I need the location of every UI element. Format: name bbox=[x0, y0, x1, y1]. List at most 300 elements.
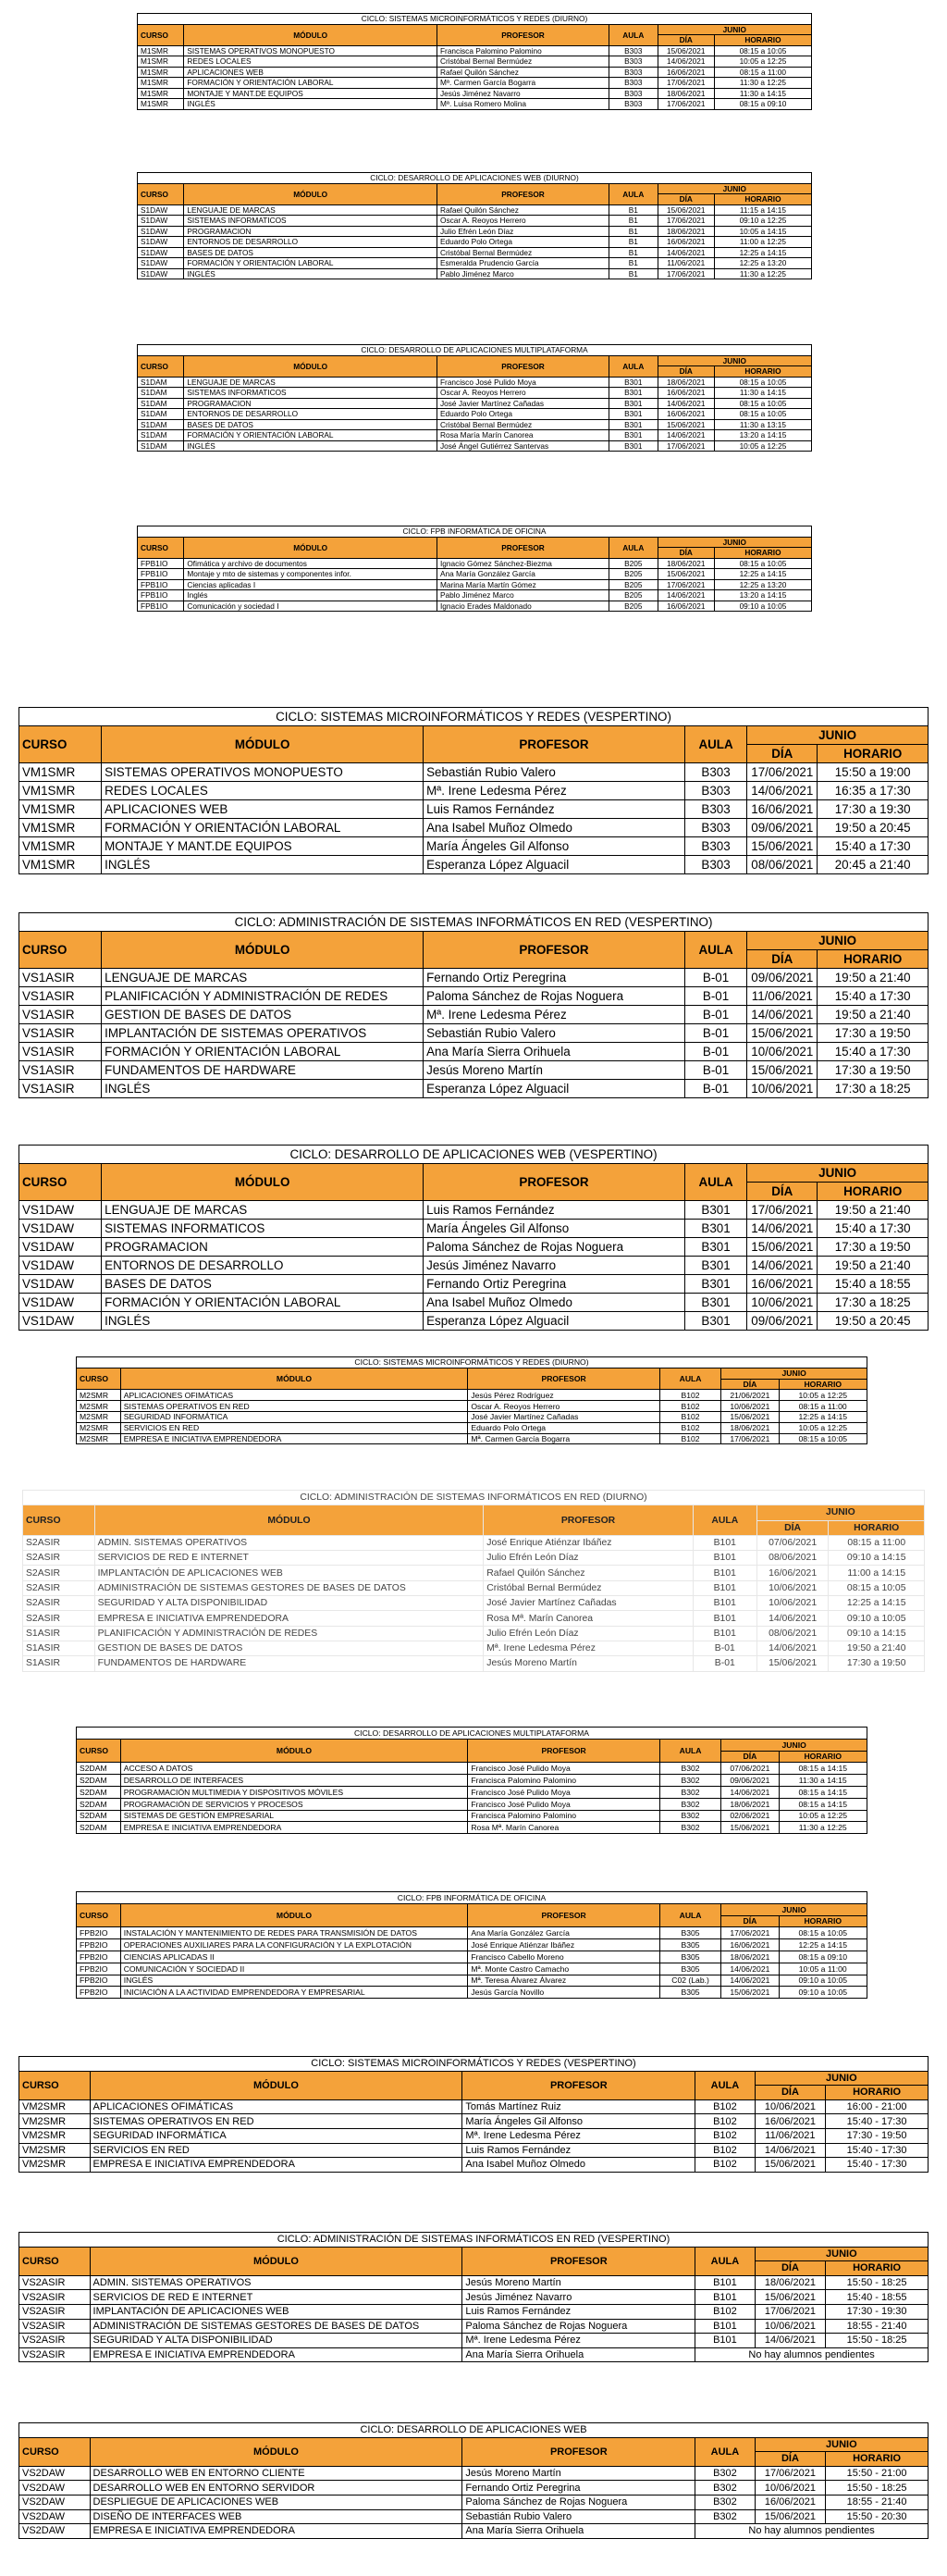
header-row bbox=[19, 2247, 929, 2261]
cell-modulo: Ofimática y archivo de documentos bbox=[184, 558, 437, 569]
cell-aula: B303 bbox=[684, 782, 746, 800]
header-junio: JUNIO bbox=[658, 355, 811, 366]
header-junio: JUNIO bbox=[747, 726, 929, 745]
table-row bbox=[19, 2495, 929, 2509]
cell-curso: M1SMR bbox=[138, 67, 184, 78]
cell-modulo: INGLÉS bbox=[184, 99, 437, 110]
header-row bbox=[19, 2071, 929, 2086]
cell-horario: 11:30 a 14:15 bbox=[779, 1775, 867, 1787]
cell-profesor: Fernando Ortiz Peregrina bbox=[462, 2481, 695, 2496]
header-profesor: PROFESOR bbox=[468, 1368, 660, 1390]
table-row bbox=[138, 398, 812, 409]
header-profesor: PROFESOR bbox=[484, 1505, 693, 1536]
cell-curso: VS2DAW bbox=[19, 2466, 91, 2481]
cell-profesor: Luis Ramos Fernández bbox=[462, 2304, 695, 2319]
cell-horario: 15:40 a 17:30 bbox=[818, 1220, 929, 1238]
schedule-table-2 bbox=[137, 344, 812, 452]
cell-dia: 14/06/2021 bbox=[755, 2143, 826, 2158]
cell-curso: S2ASIR bbox=[23, 1596, 95, 1611]
schedule-grid bbox=[22, 1490, 925, 1672]
header-modulo: MÓDULO bbox=[90, 2437, 462, 2466]
cell-modulo: MONTAJE Y MANT.DE EQUIPOS bbox=[102, 837, 424, 856]
cell-modulo: APLICACIONES WEB bbox=[184, 67, 437, 78]
cell-horario: 11:00 a 12:25 bbox=[714, 237, 811, 248]
cell-profesor: Rosa María Marín Canorea bbox=[437, 430, 609, 441]
cell-profesor: Mª. Irene Ledesma Pérez bbox=[484, 1641, 693, 1655]
cell-curso: M1SMR bbox=[138, 45, 184, 56]
cell-aula: B302 bbox=[695, 2495, 755, 2509]
cell-profesor: Rafael Quilón Sánchez bbox=[437, 67, 609, 78]
cell-aula: B302 bbox=[659, 1763, 720, 1775]
table-row bbox=[19, 819, 929, 837]
cell-modulo: INSTALACIÓN Y MANTENIMIENTO DE REDES PARA TRANSMISIÓN DE DATOS bbox=[120, 1927, 468, 1939]
cell-curso: S2DAM bbox=[77, 1786, 121, 1798]
header-profesor: PROFESOR bbox=[462, 2437, 695, 2466]
cell-profesor: Paloma Sánchez de Rojas Noguera bbox=[462, 2319, 695, 2334]
cell-aula: B101 bbox=[693, 1535, 756, 1550]
cell-profesor: Francisca Palomino Palomino bbox=[468, 1810, 660, 1822]
cell-profesor: Luis Ramos Fernández bbox=[424, 800, 685, 819]
cell-profesor: Rosa Mª. Marín Canorea bbox=[468, 1822, 660, 1834]
cell-aula: B102 bbox=[659, 1411, 720, 1422]
cell-horario: 11:30 a 14:15 bbox=[714, 88, 811, 99]
header-junio: JUNIO bbox=[658, 537, 811, 548]
table-title: CICLO: DESARROLLO DE APLICACIONES WEB (DIURNO) bbox=[138, 173, 812, 184]
cell-horario: 08:15 a 14:15 bbox=[779, 1786, 867, 1798]
cell-horario: 10:05 a 12:25 bbox=[779, 1422, 867, 1433]
cell-aula: B303 bbox=[684, 819, 746, 837]
cell-curso: VM2SMR bbox=[19, 2143, 91, 2158]
header-profesor: PROFESOR bbox=[468, 1739, 660, 1763]
schedule-grid bbox=[18, 2056, 929, 2173]
cell-profesor: María Ángeles Gil Alfonso bbox=[424, 1220, 685, 1238]
header-profesor: PROFESOR bbox=[437, 24, 609, 45]
cell-dia: 21/06/2021 bbox=[721, 1390, 779, 1401]
cell-curso: VM2SMR bbox=[19, 2128, 91, 2143]
table-row bbox=[77, 1786, 867, 1798]
cell-aula: B101 bbox=[693, 1611, 756, 1626]
cell-aula: B305 bbox=[659, 1987, 720, 1999]
table-row bbox=[138, 247, 812, 258]
header-aula: AULA bbox=[659, 1368, 720, 1390]
cell-curso: VS2DAW bbox=[19, 2481, 91, 2496]
cell-profesor: José Ángel Gutiérrez Santervas bbox=[437, 440, 609, 452]
cell-modulo: BASES DE DATOS bbox=[184, 247, 437, 258]
cell-profesor: Jesús Jiménez Navarro bbox=[437, 88, 609, 99]
cell-modulo: SISTEMAS INFORMATICOS bbox=[184, 216, 437, 227]
cell-dia: 10/06/2021 bbox=[747, 1294, 818, 1312]
header-profesor: PROFESOR bbox=[462, 2071, 695, 2099]
cell-profesor: Julio Efrén León Díaz bbox=[437, 226, 609, 237]
cell-profesor: Ana Isabel Muñoz Olmedo bbox=[424, 819, 685, 837]
table-title: CICLO: FPB INFORMÁTICA DE OFICINA bbox=[138, 526, 812, 538]
table-row bbox=[138, 558, 812, 569]
header-horario: HORARIO bbox=[826, 2086, 929, 2100]
table-row bbox=[23, 1641, 925, 1655]
cell-profesor: Francisca Palomino Palomino bbox=[468, 1775, 660, 1787]
header-row bbox=[19, 1164, 929, 1183]
table-title: CICLO: ADMINISTRACIÓN DE SISTEMAS INFORMÁTICOS EN RED (DIURNO) bbox=[23, 1491, 925, 1505]
cell-curso: VM1SMR bbox=[19, 800, 102, 819]
table-row bbox=[138, 258, 812, 269]
schedule-table-6 bbox=[18, 1145, 929, 1331]
table-row bbox=[19, 2466, 929, 2481]
cell-curso: VM2SMR bbox=[19, 2158, 91, 2173]
cell-profesor: Mª. Monte Castro Camacho bbox=[468, 1963, 660, 1975]
cell-dia: 10/06/2021 bbox=[747, 1043, 818, 1061]
table-row bbox=[23, 1611, 925, 1626]
cell-horario: 12:25 a 13:20 bbox=[714, 579, 811, 590]
cell-horario: 19:50 a 20:45 bbox=[818, 1312, 929, 1331]
header-modulo: MÓDULO bbox=[102, 726, 424, 763]
cell-dia: 14/06/2021 bbox=[658, 56, 714, 68]
cell-profesor: Ana Isabel Muñoz Olmedo bbox=[462, 2158, 695, 2173]
cell-aula: B102 bbox=[695, 2143, 755, 2158]
cell-profesor: Sebastián Rubio Valero bbox=[424, 1024, 685, 1043]
cell-curso: FPB2IO bbox=[77, 1927, 121, 1939]
table-row bbox=[138, 430, 812, 441]
cell-dia: 15/06/2021 bbox=[721, 1987, 779, 1999]
cell-curso: S1DAW bbox=[138, 204, 184, 216]
table-row bbox=[138, 226, 812, 237]
header-curso: CURSO bbox=[138, 183, 184, 204]
cell-dia: 15/06/2021 bbox=[755, 2509, 826, 2524]
cell-aula: B301 bbox=[609, 419, 658, 430]
table-row bbox=[19, 1043, 929, 1061]
table-row bbox=[19, 1275, 929, 1294]
table-row bbox=[19, 2099, 929, 2114]
cell-aula: B303 bbox=[684, 763, 746, 782]
cell-curso: VM1SMR bbox=[19, 819, 102, 837]
cell-curso: VS1ASIR bbox=[19, 1080, 102, 1098]
header-modulo: MÓDULO bbox=[184, 183, 437, 204]
table-row bbox=[19, 1257, 929, 1275]
cell-dia: 11/06/2021 bbox=[755, 2128, 826, 2143]
cell-curso: VS1DAW bbox=[19, 1275, 102, 1294]
cell-dia: 15/06/2021 bbox=[747, 1061, 818, 1080]
cell-modulo: INGLÉS bbox=[102, 1312, 424, 1331]
header-junio: JUNIO bbox=[755, 2437, 928, 2452]
table-row bbox=[19, 1238, 929, 1257]
cell-dia: 15/06/2021 bbox=[721, 1822, 779, 1834]
table-row bbox=[19, 2509, 929, 2524]
cell-dia: 17/06/2021 bbox=[658, 579, 714, 590]
cell-dia: 10/06/2021 bbox=[755, 2481, 826, 2496]
cell-horario: 08:15 a 10:05 bbox=[714, 45, 811, 56]
cell-curso: FPB2IO bbox=[77, 1987, 121, 1999]
cell-modulo: SEGURIDAD INFORMÁTICA bbox=[120, 1411, 468, 1422]
table-row bbox=[138, 78, 812, 89]
cell-profesor: Cristóbal Bernal Bermúdez bbox=[437, 419, 609, 430]
cell-modulo: FORMACIÓN Y ORIENTACIÓN LABORAL bbox=[102, 1294, 424, 1312]
header-row bbox=[138, 24, 812, 35]
cell-modulo: LENGUAJE DE MARCAS bbox=[102, 969, 424, 987]
cell-horario: 19:50 a 21:40 bbox=[818, 1201, 929, 1220]
table-title: CICLO: SISTEMAS MICROINFORMÁTICOS Y REDES (DIURNO) bbox=[138, 14, 812, 25]
cell-profesor: Julio Efrén León Díaz bbox=[484, 1626, 693, 1641]
table-row bbox=[138, 88, 812, 99]
cell-curso: VS2ASIR bbox=[19, 2319, 91, 2334]
cell-modulo: BASES DE DATOS bbox=[102, 1275, 424, 1294]
cell-horario: 10:05 a 12:25 bbox=[779, 1390, 867, 1401]
cell-profesor: Eduardo Polo Ortega bbox=[437, 237, 609, 248]
cell-dia: 14/06/2021 bbox=[756, 1611, 829, 1626]
header-aula: AULA bbox=[693, 1505, 756, 1536]
table-row bbox=[138, 268, 812, 279]
table-title-row bbox=[19, 1146, 929, 1164]
table-title: CICLO: SISTEMAS MICROINFORMÁTICOS Y REDES (VESPERTINO) bbox=[19, 708, 929, 726]
table-title-row bbox=[23, 1491, 925, 1505]
cell-modulo: REDES LOCALES bbox=[102, 782, 424, 800]
header-curso: CURSO bbox=[19, 2071, 91, 2099]
header-profesor: PROFESOR bbox=[437, 183, 609, 204]
cell-curso: VS1DAW bbox=[19, 1294, 102, 1312]
cell-curso: VS2ASIR bbox=[19, 2334, 91, 2348]
header-horario: HORARIO bbox=[714, 366, 811, 378]
header-curso: CURSO bbox=[138, 24, 184, 45]
cell-profesor: Paloma Sánchez de Rojas Noguera bbox=[424, 1238, 685, 1257]
cell-aula: B101 bbox=[693, 1596, 756, 1611]
cell-profesor: Jesús Pérez Rodríguez bbox=[468, 1390, 660, 1401]
cell-profesor: Ignacio Gómez Sánchez-Biezma bbox=[437, 558, 609, 569]
cell-aula: B301 bbox=[684, 1257, 746, 1275]
schedule-table-0 bbox=[137, 13, 812, 110]
table-row bbox=[23, 1535, 925, 1550]
header-dia: DÍA bbox=[755, 2452, 826, 2467]
table-title: CICLO: DESARROLLO DE APLICACIONES MULTIPLATAFORMA bbox=[138, 345, 812, 356]
cell-profesor: Fernando Ortiz Peregrina bbox=[424, 1275, 685, 1294]
cell-horario: 11:30 a 12:25 bbox=[714, 268, 811, 279]
header-row bbox=[138, 183, 812, 194]
table-title-row bbox=[138, 526, 812, 538]
table-row bbox=[19, 2481, 929, 2496]
cell-modulo: EMPRESA E INICIATIVA EMPRENDEDORA bbox=[120, 1433, 468, 1444]
cell-profesor: Ana María González García bbox=[437, 569, 609, 580]
cell-dia: 14/06/2021 bbox=[658, 398, 714, 409]
schedule-table-11 bbox=[18, 2056, 929, 2173]
cell-horario: 08:15 a 10:05 bbox=[779, 1433, 867, 1444]
cell-modulo: ENTORNOS DE DESARROLLO bbox=[184, 409, 437, 420]
cell-modulo: PLANIFICACIÓN Y ADMINISTRACIÓN DE REDES bbox=[94, 1626, 484, 1641]
table-row bbox=[77, 1422, 867, 1433]
cell-aula: B-01 bbox=[684, 1006, 746, 1024]
table-row bbox=[138, 409, 812, 420]
cell-dia: 15/06/2021 bbox=[756, 1656, 829, 1671]
table-title: CICLO: ADMINISTRACIÓN DE SISTEMAS INFORMÁTICOS EN RED (VESPERTINO) bbox=[19, 913, 929, 932]
cell-horario: 13:20 a 14:15 bbox=[714, 590, 811, 601]
cell-curso: FPB1IO bbox=[138, 590, 184, 601]
cell-curso: VS1DAW bbox=[19, 1238, 102, 1257]
cell-aula: B101 bbox=[695, 2290, 755, 2305]
cell-dia: 18/06/2021 bbox=[755, 2275, 826, 2290]
cell-modulo: LENGUAJE DE MARCAS bbox=[184, 377, 437, 388]
cell-horario: 08:15 a 14:15 bbox=[779, 1763, 867, 1775]
cell-aula: B102 bbox=[659, 1390, 720, 1401]
cell-aula: B-01 bbox=[684, 969, 746, 987]
cell-curso: M1SMR bbox=[138, 88, 184, 99]
cell-horario: 08:15 a 10:05 bbox=[714, 377, 811, 388]
cell-modulo: SISTEMAS OPERATIVOS EN RED bbox=[90, 2114, 462, 2129]
cell-modulo: GESTION DE BASES DE DATOS bbox=[94, 1641, 484, 1655]
cell-profesor: Luis Ramos Fernández bbox=[462, 2143, 695, 2158]
table-row bbox=[77, 1775, 867, 1787]
cell-profesor: Esperanza López Alguacil bbox=[424, 1080, 685, 1098]
cell-horario: 09:10 a 14:15 bbox=[829, 1551, 925, 1566]
cell-horario: 17:30 a 18:25 bbox=[818, 1294, 929, 1312]
cell-aula: B305 bbox=[659, 1963, 720, 1975]
header-curso: CURSO bbox=[77, 1368, 121, 1390]
cell-curso: M2SMR bbox=[77, 1401, 121, 1412]
header-aula: AULA bbox=[684, 1164, 746, 1201]
cell-modulo: SISTEMAS INFORMATICOS bbox=[102, 1220, 424, 1238]
cell-dia: 14/06/2021 bbox=[747, 1257, 818, 1275]
cell-curso: M2SMR bbox=[77, 1390, 121, 1401]
cell-dia: 14/06/2021 bbox=[721, 1786, 779, 1798]
cell-horario: 15:50 - 18:25 bbox=[826, 2275, 929, 2290]
cell-horario: 15:40 a 17:30 bbox=[818, 987, 929, 1006]
cell-modulo: ADMIN. SISTEMAS OPERATIVOS bbox=[94, 1535, 484, 1550]
cell-modulo: FORMACIÓN Y ORIENTACIÓN LABORAL bbox=[102, 819, 424, 837]
cell-dia: 18/06/2021 bbox=[658, 88, 714, 99]
cell-profesor: Francisco José Pulido Moya bbox=[468, 1798, 660, 1810]
table-row bbox=[138, 204, 812, 216]
table-row bbox=[19, 763, 929, 782]
cell-dia: 14/06/2021 bbox=[721, 1975, 779, 1987]
table-title-row bbox=[138, 345, 812, 356]
cell-curso: VM1SMR bbox=[19, 782, 102, 800]
cell-modulo: SISTEMAS OPERATIVOS EN RED bbox=[120, 1401, 468, 1412]
cell-modulo: FORMACIÓN Y ORIENTACIÓN LABORAL bbox=[184, 430, 437, 441]
header-row bbox=[19, 726, 929, 745]
cell-horario: 19:50 a 21:40 bbox=[818, 1257, 929, 1275]
cell-horario: 10:05 a 14:15 bbox=[714, 226, 811, 237]
cell-horario: 11:30 a 14:15 bbox=[714, 388, 811, 399]
cell-profesor: Paloma Sánchez de Rojas Noguera bbox=[424, 987, 685, 1006]
cell-dia: 16/06/2021 bbox=[755, 2114, 826, 2129]
schedule-table-1 bbox=[137, 172, 812, 279]
cell-profesor: Luis Ramos Fernández bbox=[424, 1201, 685, 1220]
header-dia: DÍA bbox=[755, 2261, 826, 2276]
cell-horario: 09:10 a 14:15 bbox=[829, 1626, 925, 1641]
cell-curso: VS2ASIR bbox=[19, 2290, 91, 2305]
header-row bbox=[138, 355, 812, 366]
cell-horario: 17:30 - 19:30 bbox=[826, 2304, 929, 2319]
cell-horario: 12:25 a 14:15 bbox=[779, 1411, 867, 1422]
table-row bbox=[19, 2158, 929, 2173]
cell-dia: 14/06/2021 bbox=[756, 1641, 829, 1655]
cell-dia: 11/06/2021 bbox=[658, 258, 714, 269]
cell-dia: 18/06/2021 bbox=[721, 1951, 779, 1963]
table-row bbox=[138, 377, 812, 388]
cell-aula: B303 bbox=[609, 99, 658, 110]
header-junio: JUNIO bbox=[721, 1739, 867, 1751]
header-curso: CURSO bbox=[23, 1505, 95, 1536]
cell-curso: VM1SMR bbox=[19, 763, 102, 782]
cell-curso: VS1DAW bbox=[19, 1201, 102, 1220]
cell-dia: 10/06/2021 bbox=[756, 1580, 829, 1595]
cell-horario: 15:40 - 17:30 bbox=[826, 2143, 929, 2158]
cell-profesor: Mª. Teresa Álvarez Álvarez bbox=[468, 1975, 660, 1987]
cell-aula: B302 bbox=[659, 1810, 720, 1822]
table-title-row bbox=[19, 708, 929, 726]
cell-modulo: IMPLANTACIÓN DE APLICACIONES WEB bbox=[90, 2304, 462, 2319]
cell-aula: B1 bbox=[609, 258, 658, 269]
cell-profesor: Sebastián Rubio Valero bbox=[462, 2509, 695, 2524]
header-modulo: MÓDULO bbox=[90, 2071, 462, 2099]
cell-modulo: EMPRESA E INICIATIVA EMPRENDEDORA bbox=[120, 1822, 468, 1834]
cell-curso: FPB2IO bbox=[77, 1951, 121, 1963]
cell-horario: 08:15 a 10:05 bbox=[779, 1927, 867, 1939]
cell-curso: VS1ASIR bbox=[19, 987, 102, 1006]
cell-curso: S2ASIR bbox=[23, 1535, 95, 1550]
table-title: CICLO: SISTEMAS MICROINFORMÁTICOS Y REDES (DIURNO) bbox=[77, 1357, 867, 1368]
cell-dia: 10/06/2021 bbox=[721, 1401, 779, 1412]
cell-dia: 17/06/2021 bbox=[658, 78, 714, 89]
cell-curso: FPB2IO bbox=[77, 1963, 121, 1975]
table-row bbox=[77, 1927, 867, 1939]
header-aula: AULA bbox=[695, 2071, 755, 2099]
cell-curso: M2SMR bbox=[77, 1433, 121, 1444]
cell-horario: 18:55 - 21:40 bbox=[826, 2495, 929, 2509]
cell-curso: S1DAW bbox=[138, 268, 184, 279]
header-modulo: MÓDULO bbox=[102, 932, 424, 969]
cell-dia: 07/06/2021 bbox=[721, 1763, 779, 1775]
cell-profesor: José Javier Martínez Cañadas bbox=[484, 1596, 693, 1611]
cell-modulo: LENGUAJE DE MARCAS bbox=[102, 1201, 424, 1220]
cell-modulo: GESTION DE BASES DE DATOS bbox=[102, 1006, 424, 1024]
table-row bbox=[19, 1080, 929, 1098]
cell-modulo: PROGRAMACIÓN DE SERVICIOS Y PROCESOS bbox=[120, 1798, 468, 1810]
cell-aula: B301 bbox=[609, 398, 658, 409]
cell-curso: VM2SMR bbox=[19, 2114, 91, 2129]
cell-curso: M1SMR bbox=[138, 78, 184, 89]
cell-modulo: IMPLANTACIÓN DE APLICACIONES WEB bbox=[94, 1566, 484, 1580]
cell-profesor: Pablo Jiménez Marco bbox=[437, 590, 609, 601]
cell-modulo: Ciencias aplicadas I bbox=[184, 579, 437, 590]
header-curso: CURSO bbox=[19, 932, 102, 969]
cell-curso: VS1DAW bbox=[19, 1312, 102, 1331]
table-row bbox=[19, 1201, 929, 1220]
cell-dia: 08/06/2021 bbox=[756, 1551, 829, 1566]
cell-dia: 17/06/2021 bbox=[755, 2466, 826, 2481]
table-row bbox=[19, 2275, 929, 2290]
cell-dia: 14/06/2021 bbox=[755, 2334, 826, 2348]
cell-profesor: Ana María Sierra Orihuela bbox=[462, 2347, 695, 2362]
cell-horario: 12:25 a 14:15 bbox=[779, 1939, 867, 1951]
cell-modulo: INGLÉS bbox=[120, 1975, 468, 1987]
header-horario: HORARIO bbox=[779, 1751, 867, 1763]
cell-profesor: Eduardo Polo Ortega bbox=[437, 409, 609, 420]
cell-modulo: SEGURIDAD INFORMÁTICA bbox=[90, 2128, 462, 2143]
cell-modulo: EMPRESA E INICIATIVA EMPRENDEDORA bbox=[90, 2524, 462, 2539]
table-row bbox=[138, 601, 812, 612]
cell-modulo: MONTAJE Y MANT.DE EQUIPOS bbox=[184, 88, 437, 99]
cell-horario: 11:15 a 14:15 bbox=[714, 204, 811, 216]
cell-horario: 17:30 a 19:50 bbox=[818, 1061, 929, 1080]
header-row bbox=[19, 932, 929, 950]
cell-aula: B102 bbox=[659, 1401, 720, 1412]
cell-dia: 17/06/2021 bbox=[658, 216, 714, 227]
cell-aula: B1 bbox=[609, 237, 658, 248]
header-junio: JUNIO bbox=[721, 1903, 867, 1915]
cell-horario: 10:05 a 12:25 bbox=[714, 56, 811, 68]
header-dia: DÍA bbox=[756, 1520, 829, 1535]
cell-curso: S1DAM bbox=[138, 419, 184, 430]
cell-dia: 10/06/2021 bbox=[747, 1080, 818, 1098]
cell-horario: 11:30 a 13:15 bbox=[714, 419, 811, 430]
cell-curso: FPB1IO bbox=[138, 558, 184, 569]
cell-profesor: Esmeralda Prudencio García bbox=[437, 258, 609, 269]
